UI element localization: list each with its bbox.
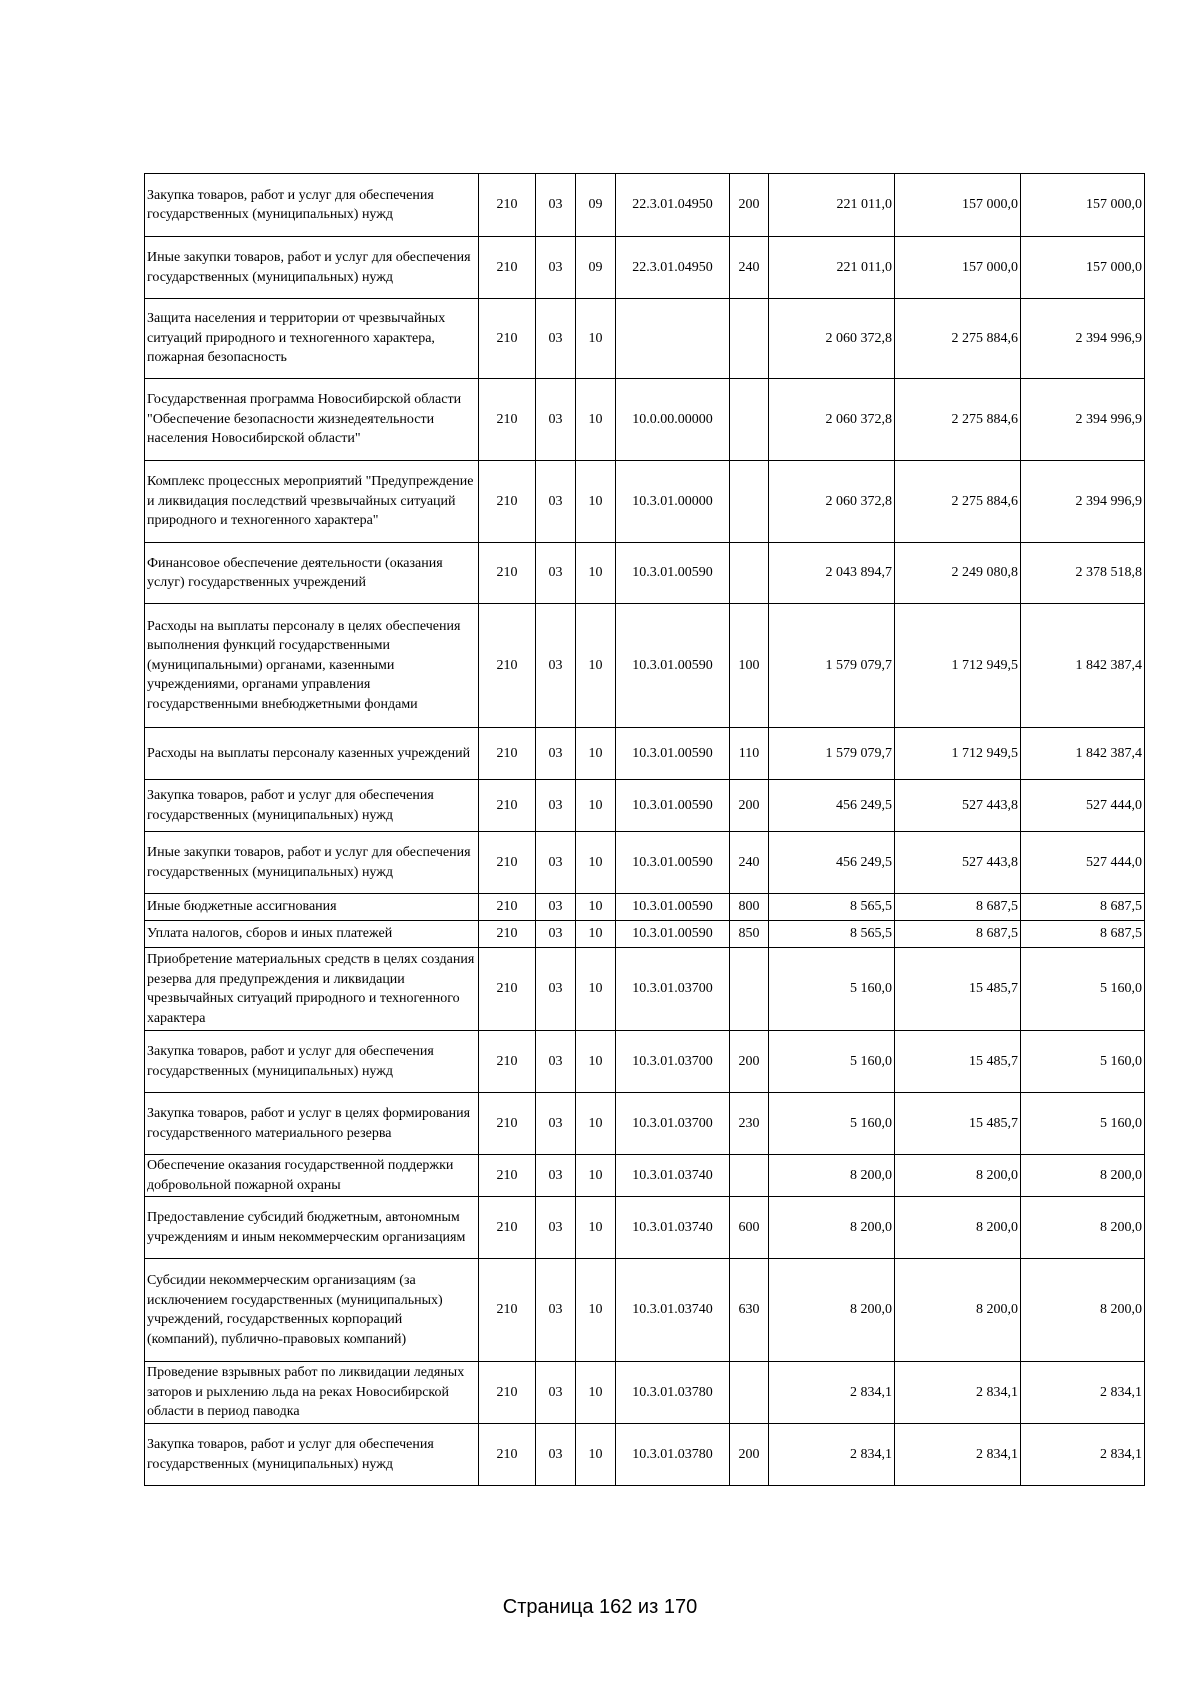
row-amount-2-cell: 2 275 884,6 xyxy=(895,461,1021,543)
row-amount-1-cell: 221 011,0 xyxy=(769,237,895,299)
row-amount-1-cell: 2 060 372,8 xyxy=(769,379,895,461)
row-section-cell: 03 xyxy=(536,921,576,948)
row-name-cell: Иные закупки товаров, работ и услуг для обеспечения государственных (муниципальных) нужд xyxy=(145,237,479,299)
row-ved-cell: 210 xyxy=(479,299,536,379)
row-amount-1-cell: 2 060 372,8 xyxy=(769,461,895,543)
row-target-article-cell: 10.3.01.00590 xyxy=(616,780,730,832)
row-expense-type-cell: 600 xyxy=(730,1197,769,1259)
row-amount-3-cell: 157 000,0 xyxy=(1021,174,1145,237)
row-name-cell: Уплата налогов, сборов и иных платежей xyxy=(145,921,479,948)
row-section-cell: 03 xyxy=(536,237,576,299)
row-subsection-cell: 10 xyxy=(576,461,616,543)
row-target-article-cell: 10.3.01.03700 xyxy=(616,948,730,1031)
row-subsection-cell: 10 xyxy=(576,948,616,1031)
table-row xyxy=(145,543,1145,604)
row-amount-2-cell: 8 200,0 xyxy=(895,1197,1021,1259)
row-amount-1-cell: 8 565,5 xyxy=(769,894,895,921)
row-ved-cell: 210 xyxy=(479,604,536,728)
row-ved-cell: 210 xyxy=(479,1197,536,1259)
row-ved-cell: 210 xyxy=(479,543,536,604)
table-row xyxy=(145,780,1145,832)
row-amount-2-cell: 2 834,1 xyxy=(895,1362,1021,1424)
row-ved-cell: 210 xyxy=(479,780,536,832)
table-row xyxy=(145,1093,1145,1155)
row-ved-cell: 210 xyxy=(479,832,536,894)
row-subsection-cell: 10 xyxy=(576,894,616,921)
row-subsection-cell: 10 xyxy=(576,1362,616,1424)
row-subsection-cell: 10 xyxy=(576,604,616,728)
table-row xyxy=(145,894,1145,921)
row-amount-2-cell: 15 485,7 xyxy=(895,1093,1021,1155)
row-amount-3-cell: 1 842 387,4 xyxy=(1021,604,1145,728)
table-row xyxy=(145,1259,1145,1362)
row-section-cell: 03 xyxy=(536,1155,576,1197)
row-name-cell: Иные закупки товаров, работ и услуг для обеспечения государственных (муниципальных) нужд xyxy=(145,832,479,894)
row-subsection-cell: 10 xyxy=(576,1197,616,1259)
row-amount-1-cell: 1 579 079,7 xyxy=(769,604,895,728)
row-amount-1-cell: 221 011,0 xyxy=(769,174,895,237)
row-ved-cell: 210 xyxy=(479,1155,536,1197)
row-section-cell: 03 xyxy=(536,1031,576,1093)
row-expense-type-cell: 200 xyxy=(730,174,769,237)
row-amount-1-cell: 1 579 079,7 xyxy=(769,728,895,780)
row-amount-2-cell: 15 485,7 xyxy=(895,948,1021,1031)
row-amount-3-cell: 8 200,0 xyxy=(1021,1197,1145,1259)
row-name-cell: Закупка товаров, работ и услуг для обеспечения государственных (муниципальных) нужд xyxy=(145,174,479,237)
table-row xyxy=(145,461,1145,543)
table-body xyxy=(145,174,1145,1486)
row-amount-1-cell: 2 043 894,7 xyxy=(769,543,895,604)
row-amount-1-cell: 2 834,1 xyxy=(769,1362,895,1424)
row-expense-type-cell: 630 xyxy=(730,1259,769,1362)
row-amount-3-cell: 527 444,0 xyxy=(1021,832,1145,894)
row-ved-cell: 210 xyxy=(479,1259,536,1362)
row-amount-2-cell: 1 712 949,5 xyxy=(895,728,1021,780)
row-amount-2-cell: 527 443,8 xyxy=(895,780,1021,832)
row-expense-type-cell xyxy=(730,299,769,379)
table-row xyxy=(145,1424,1145,1486)
row-amount-3-cell: 8 687,5 xyxy=(1021,921,1145,948)
row-amount-3-cell: 8 200,0 xyxy=(1021,1259,1145,1362)
table-row xyxy=(145,604,1145,728)
row-amount-2-cell: 15 485,7 xyxy=(895,1031,1021,1093)
row-amount-1-cell: 8 200,0 xyxy=(769,1259,895,1362)
row-section-cell: 03 xyxy=(536,461,576,543)
row-amount-2-cell: 8 687,5 xyxy=(895,894,1021,921)
row-expense-type-cell: 200 xyxy=(730,1031,769,1093)
row-section-cell: 03 xyxy=(536,728,576,780)
row-name-cell: Обеспечение оказания государственной поддержки добровольной пожарной охраны xyxy=(145,1155,479,1197)
row-target-article-cell: 10.3.01.03740 xyxy=(616,1197,730,1259)
row-name-cell: Предоставление субсидий бюджетным, автономным учреждениям и иным некоммерческим организациям xyxy=(145,1197,479,1259)
row-ved-cell: 210 xyxy=(479,948,536,1031)
row-name-cell: Государственная программа Новосибирской области "Обеспечение безопасности жизнедеятельности населения Новосибирской области" xyxy=(145,379,479,461)
row-section-cell: 03 xyxy=(536,1424,576,1486)
row-expense-type-cell xyxy=(730,1155,769,1197)
row-section-cell: 03 xyxy=(536,1197,576,1259)
row-target-article-cell: 10.3.01.00000 xyxy=(616,461,730,543)
row-ved-cell: 210 xyxy=(479,1093,536,1155)
row-subsection-cell: 10 xyxy=(576,379,616,461)
row-ved-cell: 210 xyxy=(479,894,536,921)
row-amount-2-cell: 8 200,0 xyxy=(895,1155,1021,1197)
row-ved-cell: 210 xyxy=(479,461,536,543)
row-amount-2-cell: 2 275 884,6 xyxy=(895,299,1021,379)
row-section-cell: 03 xyxy=(536,1362,576,1424)
row-amount-2-cell: 157 000,0 xyxy=(895,174,1021,237)
row-target-article-cell: 10.3.01.00590 xyxy=(616,604,730,728)
row-section-cell: 03 xyxy=(536,948,576,1031)
row-ved-cell: 210 xyxy=(479,728,536,780)
row-expense-type-cell: 200 xyxy=(730,780,769,832)
row-subsection-cell: 10 xyxy=(576,921,616,948)
row-amount-3-cell: 2 394 996,9 xyxy=(1021,299,1145,379)
row-target-article-cell: 10.3.01.00590 xyxy=(616,728,730,780)
row-amount-3-cell: 2 834,1 xyxy=(1021,1424,1145,1486)
row-subsection-cell: 10 xyxy=(576,1155,616,1197)
row-expense-type-cell xyxy=(730,461,769,543)
row-amount-1-cell: 5 160,0 xyxy=(769,1093,895,1155)
row-name-cell: Закупка товаров, работ и услуг для обеспечения государственных (муниципальных) нужд xyxy=(145,1031,479,1093)
row-name-cell: Защита населения и территории от чрезвычайных ситуаций природного и техногенного характера, пожарная безопасность xyxy=(145,299,479,379)
row-name-cell: Расходы на выплаты персоналу казенных учреждений xyxy=(145,728,479,780)
row-amount-2-cell: 2 249 080,8 xyxy=(895,543,1021,604)
table-row xyxy=(145,921,1145,948)
row-name-cell: Проведение взрывных работ по ликвидации ледяных заторов и рыхлению льда на реках Новосибирской области в период паводка xyxy=(145,1362,479,1424)
row-ved-cell: 210 xyxy=(479,1362,536,1424)
row-expense-type-cell: 110 xyxy=(730,728,769,780)
row-ved-cell: 210 xyxy=(479,174,536,237)
row-amount-2-cell: 8 200,0 xyxy=(895,1259,1021,1362)
row-expense-type-cell: 850 xyxy=(730,921,769,948)
row-amount-1-cell: 2 060 372,8 xyxy=(769,299,895,379)
row-target-article-cell: 10.3.01.03740 xyxy=(616,1259,730,1362)
row-amount-3-cell: 8 687,5 xyxy=(1021,894,1145,921)
row-target-article-cell: 22.3.01.04950 xyxy=(616,237,730,299)
row-subsection-cell: 10 xyxy=(576,1424,616,1486)
table-row xyxy=(145,832,1145,894)
row-amount-3-cell: 2 394 996,9 xyxy=(1021,379,1145,461)
row-amount-2-cell: 2 834,1 xyxy=(895,1424,1021,1486)
table-row xyxy=(145,1362,1145,1424)
row-ved-cell: 210 xyxy=(479,1031,536,1093)
row-section-cell: 03 xyxy=(536,832,576,894)
row-target-article-cell: 22.3.01.04950 xyxy=(616,174,730,237)
row-amount-1-cell: 456 249,5 xyxy=(769,832,895,894)
table-row xyxy=(145,1197,1145,1259)
row-ved-cell: 210 xyxy=(479,237,536,299)
row-amount-3-cell: 5 160,0 xyxy=(1021,1031,1145,1093)
row-amount-3-cell: 1 842 387,4 xyxy=(1021,728,1145,780)
page-number: Страница 162 из 170 xyxy=(502,1596,698,1618)
row-expense-type-cell: 230 xyxy=(730,1093,769,1155)
row-target-article-cell: 10.3.01.03740 xyxy=(616,1155,730,1197)
row-section-cell: 03 xyxy=(536,780,576,832)
row-amount-2-cell: 8 687,5 xyxy=(895,921,1021,948)
row-expense-type-cell xyxy=(730,543,769,604)
row-expense-type-cell xyxy=(730,948,769,1031)
row-amount-1-cell: 456 249,5 xyxy=(769,780,895,832)
row-amount-1-cell: 8 565,5 xyxy=(769,921,895,948)
table-row xyxy=(145,1155,1145,1197)
row-target-article-cell: 10.3.01.00590 xyxy=(616,543,730,604)
row-subsection-cell: 10 xyxy=(576,299,616,379)
row-amount-2-cell: 1 712 949,5 xyxy=(895,604,1021,728)
row-amount-3-cell: 5 160,0 xyxy=(1021,948,1145,1031)
row-target-article-cell: 10.3.01.03700 xyxy=(616,1093,730,1155)
row-expense-type-cell xyxy=(730,1362,769,1424)
row-name-cell: Финансовое обеспечение деятельности (оказания услуг) государственных учреждений xyxy=(145,543,479,604)
row-amount-1-cell: 8 200,0 xyxy=(769,1155,895,1197)
row-name-cell: Иные бюджетные ассигнования xyxy=(145,894,479,921)
row-amount-3-cell: 527 444,0 xyxy=(1021,780,1145,832)
row-amount-3-cell: 2 394 996,9 xyxy=(1021,461,1145,543)
row-target-article-cell: 10.0.00.00000 xyxy=(616,379,730,461)
table-row xyxy=(145,728,1145,780)
row-amount-3-cell: 157 000,0 xyxy=(1021,237,1145,299)
row-section-cell: 03 xyxy=(536,379,576,461)
row-amount-1-cell: 5 160,0 xyxy=(769,1031,895,1093)
row-section-cell: 03 xyxy=(536,299,576,379)
row-amount-3-cell: 2 834,1 xyxy=(1021,1362,1145,1424)
row-name-cell: Закупка товаров, работ и услуг в целях формирования государственного материального резерва xyxy=(145,1093,479,1155)
row-name-cell: Закупка товаров, работ и услуг для обеспечения государственных (муниципальных) нужд xyxy=(145,1424,479,1486)
row-target-article-cell: 10.3.01.00590 xyxy=(616,894,730,921)
budget-table xyxy=(144,173,1145,1486)
table-row xyxy=(145,299,1145,379)
row-expense-type-cell: 240 xyxy=(730,832,769,894)
row-section-cell: 03 xyxy=(536,604,576,728)
row-target-article-cell: 10.3.01.03780 xyxy=(616,1362,730,1424)
row-expense-type-cell: 200 xyxy=(730,1424,769,1486)
row-ved-cell: 210 xyxy=(479,379,536,461)
table-row xyxy=(145,379,1145,461)
row-section-cell: 03 xyxy=(536,174,576,237)
row-amount-3-cell: 2 378 518,8 xyxy=(1021,543,1145,604)
table-row xyxy=(145,174,1145,237)
table-row xyxy=(145,1031,1145,1093)
row-target-article-cell xyxy=(616,299,730,379)
row-section-cell: 03 xyxy=(536,894,576,921)
row-section-cell: 03 xyxy=(536,1093,576,1155)
row-subsection-cell: 10 xyxy=(576,1093,616,1155)
row-ved-cell: 210 xyxy=(479,921,536,948)
row-subsection-cell: 10 xyxy=(576,780,616,832)
row-subsection-cell: 10 xyxy=(576,543,616,604)
row-target-article-cell: 10.3.01.00590 xyxy=(616,832,730,894)
row-amount-1-cell: 5 160,0 xyxy=(769,948,895,1031)
row-amount-2-cell: 157 000,0 xyxy=(895,237,1021,299)
row-subsection-cell: 10 xyxy=(576,728,616,780)
row-subsection-cell: 10 xyxy=(576,1031,616,1093)
row-amount-1-cell: 8 200,0 xyxy=(769,1197,895,1259)
row-expense-type-cell xyxy=(730,379,769,461)
row-name-cell: Комплекс процессных мероприятий "Предупреждение и ликвидация последствий чрезвычайных ситуаций природного и техногенного характера" xyxy=(145,461,479,543)
row-expense-type-cell: 800 xyxy=(730,894,769,921)
row-subsection-cell: 09 xyxy=(576,237,616,299)
row-subsection-cell: 09 xyxy=(576,174,616,237)
row-target-article-cell: 10.3.01.03780 xyxy=(616,1424,730,1486)
row-amount-1-cell: 2 834,1 xyxy=(769,1424,895,1486)
row-expense-type-cell: 240 xyxy=(730,237,769,299)
row-expense-type-cell: 100 xyxy=(730,604,769,728)
row-name-cell: Закупка товаров, работ и услуг для обеспечения государственных (муниципальных) нужд xyxy=(145,780,479,832)
row-section-cell: 03 xyxy=(536,543,576,604)
row-name-cell: Субсидии некоммерческим организациям (за исключением государственных (муниципальных) учреждений, государственных корпораций (компаний), публично-правовых компаний) xyxy=(145,1259,479,1362)
row-ved-cell: 210 xyxy=(479,1424,536,1486)
table-row xyxy=(145,948,1145,1031)
table-row xyxy=(145,237,1145,299)
row-subsection-cell: 10 xyxy=(576,1259,616,1362)
row-name-cell: Приобретение материальных средств в целях создания резерва для предупреждения и ликвидации чрезвычайных ситуаций природного и техногенного характера xyxy=(145,948,479,1031)
row-amount-2-cell: 527 443,8 xyxy=(895,832,1021,894)
row-target-article-cell: 10.3.01.00590 xyxy=(616,921,730,948)
row-section-cell: 03 xyxy=(536,1259,576,1362)
row-amount-2-cell: 2 275 884,6 xyxy=(895,379,1021,461)
row-subsection-cell: 10 xyxy=(576,832,616,894)
row-name-cell: Расходы на выплаты персоналу в целях обеспечения выполнения функций государственными (муниципальными) органами, казенными учреждениями, органами управления государственными внебюджетными фондами xyxy=(145,604,479,728)
row-amount-3-cell: 5 160,0 xyxy=(1021,1093,1145,1155)
row-amount-3-cell: 8 200,0 xyxy=(1021,1155,1145,1197)
row-target-article-cell: 10.3.01.03700 xyxy=(616,1031,730,1093)
